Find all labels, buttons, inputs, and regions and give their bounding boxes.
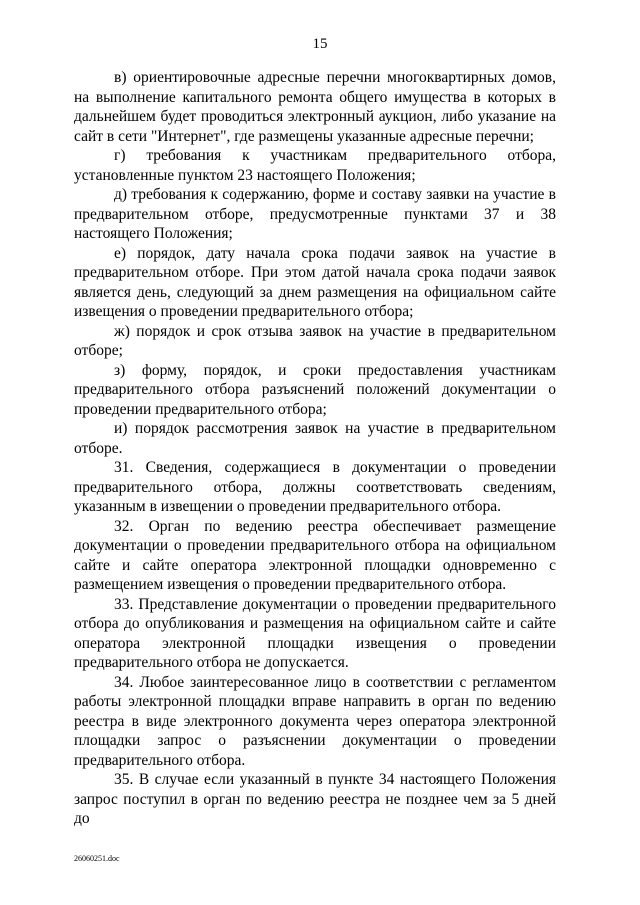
paragraph-item-g: г) требования к участникам предварительного отбора, установленные пунктом 23 настоящего Положения; — [74, 147, 556, 184]
paragraph-34: 34. Любое заинтересованное лицо в соответствии с регламентом работы электронной площадки вправе направить в орган по ведению реестра в виде электронного документа через оператора электронной площадки запрос о разъяснении документации о проведении предварительного отбора. — [74, 673, 556, 769]
paragraph-35: 35. В случае если указанный в пункте 34 настоящего Положения запрос поступил в орган по ведению реестра не позднее чем за 5 дней до — [74, 771, 556, 827]
paragraph-32: 32. Орган по ведению реестра обеспечивает размещение документации о проведении предварительного отбора на официальном сайте и сайте оператора электронной площадки одновременно с размещением извещения о проведении предварительного отбора. — [74, 517, 556, 593]
document-body — [74, 68, 556, 829]
paragraph-item-i: и) порядок рассмотрения заявок на участие в предварительном отборе. — [74, 420, 556, 457]
footer-filename: 26060251.doc — [74, 854, 120, 863]
paragraph-item-d: д) требования к содержанию, форме и составу заявки на участие в предварительном отборе, предусмотренные пунктами 37 и 38 настоящего Положения; — [74, 186, 556, 242]
paragraph-item-zh: ж) порядок и срок отзыва заявок на участие в предварительном отборе; — [74, 322, 556, 359]
paragraph-33: 33. Представление документации о проведении предварительного отбора до опубликования и размещения на официальном сайте и сайте оператора электронной площадки извещения о проведении предварительного отбора не допускается. — [74, 595, 556, 671]
paragraph-item-v: в) ориентировочные адресные перечни многоквартирных домов, на выполнение капитального ремонта общего имущества в которых в дальнейшем будет проводиться электронный аукцион, либо указание на сайт в сети "Интернет", где размещены указанные адресные перечни; — [74, 69, 556, 145]
paragraph-31: 31. Сведения, содержащиеся в документации о проведении предварительного отбора, должны соответствовать сведениям, указанным в извещении о проведении предварительного отбора. — [74, 459, 556, 515]
paragraph-item-z: з) форму, порядок, и сроки предоставления участникам предварительного отбора разъяснений положений документации о проведении предварительного отбора; — [74, 361, 556, 418]
paragraph-item-e: е) порядок, дату начала срока подачи заявок на участие в предварительном отборе. При этом датой начала срока подачи заявок является день, следующий за днем размещения на официальном сайте извещения о проведении предварительного отбора; — [74, 244, 556, 320]
page-number: 15 — [312, 36, 328, 52]
